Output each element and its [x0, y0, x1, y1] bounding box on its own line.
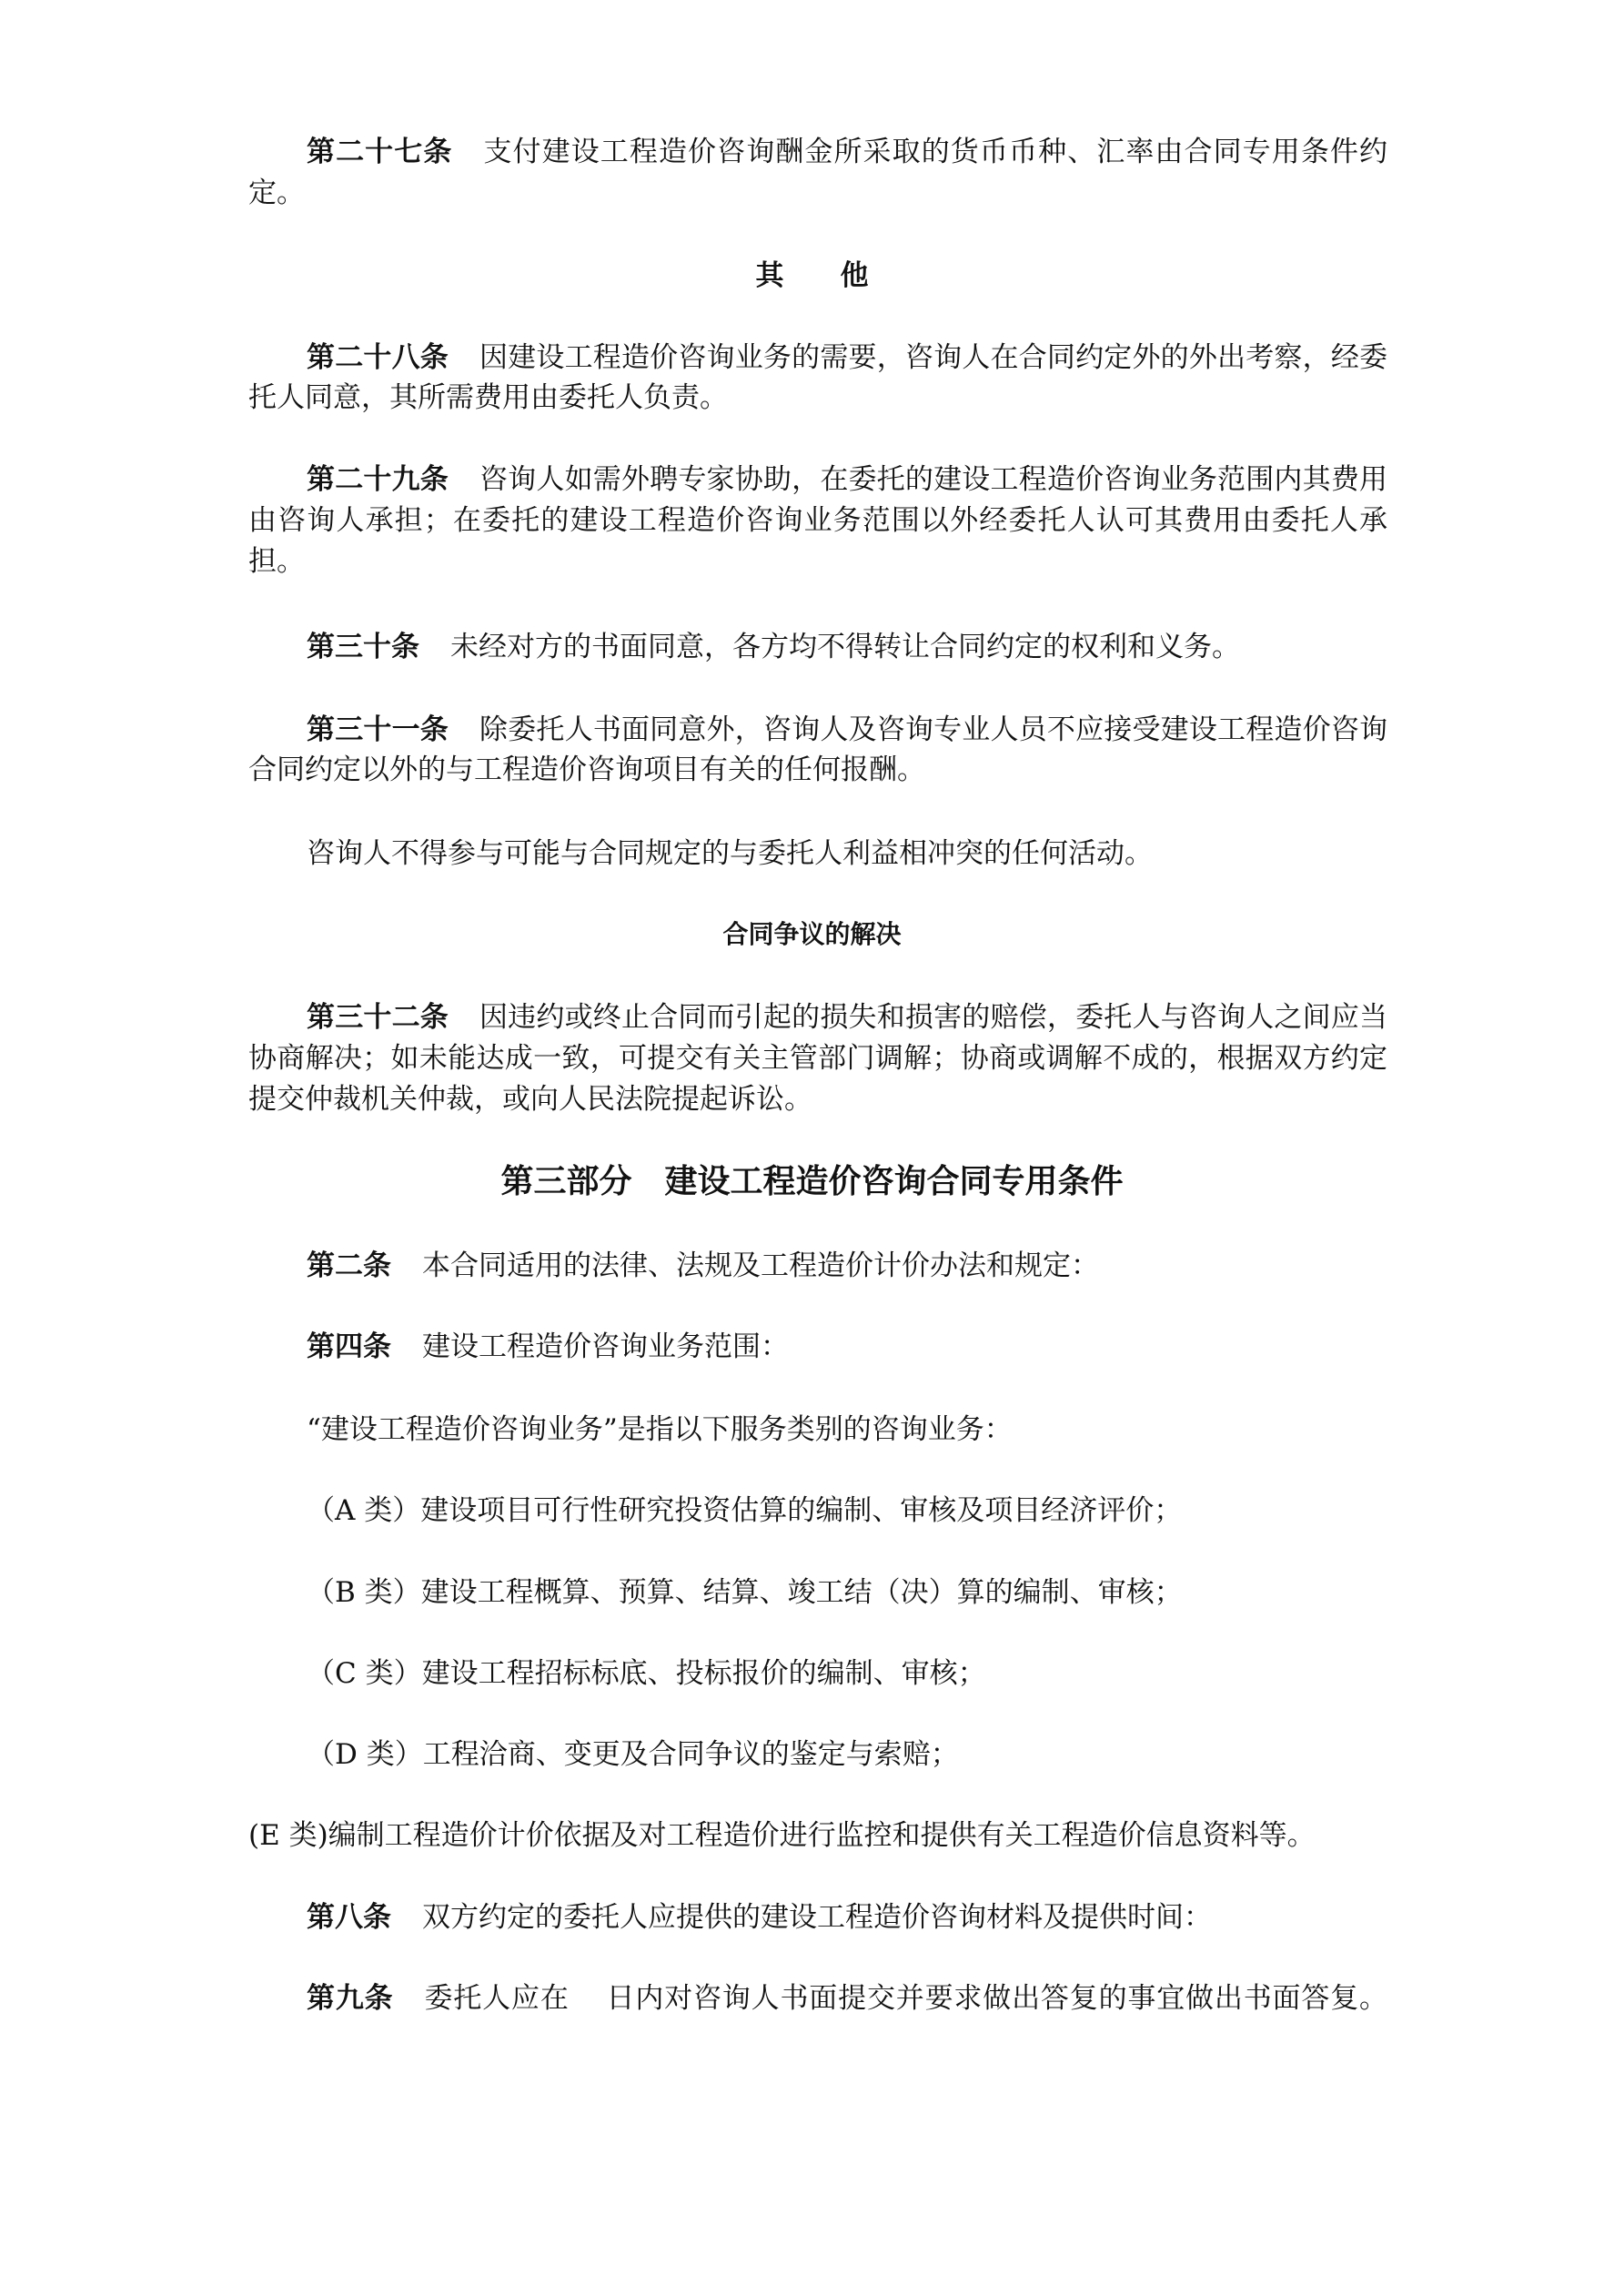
article-label: 第三十二条 — [307, 1001, 449, 1034]
paragraph-text: 协商解决；如未能达成一致，可提交有关主管部门调解；协商或调解不成的，根据双方约定 — [248, 1042, 1387, 1075]
paragraph-line — [248, 1038, 1387, 1079]
paragraph-text: 除委托人书面同意外，咨询人及咨询专业人员不应接受建设工程造价咨询 — [479, 713, 1387, 746]
paragraph-line — [307, 132, 1387, 173]
paragraph-text: “建设工程造价咨询业务”是指以下服务类别的咨询业务： — [307, 1413, 1013, 1446]
paragraph-text: 未经对方的书面同意，各方均不得转让合同约定的权利和义务。 — [450, 631, 1240, 663]
article-label: 第二十九条 — [307, 463, 449, 496]
article-label: 第三十一条 — [307, 713, 449, 746]
paragraph-line — [248, 378, 1387, 419]
paragraph-line — [307, 1246, 1387, 1287]
section-heading: 其 他 — [755, 259, 869, 292]
paragraph-line — [307, 1897, 1387, 1938]
article-label: 第九条 — [307, 1982, 394, 2015]
paragraph-line — [248, 501, 1387, 541]
paragraph-text: （D 类）工程洽商、变更及合同争议的鉴定与索赔； — [307, 1738, 959, 1771]
article-label: 第四条 — [307, 1330, 391, 1363]
paragraph-text: 咨询人不得参与可能与合同规定的与委托人利益相冲突的任何活动。 — [307, 837, 1153, 870]
paragraph-line — [248, 541, 1387, 582]
section-heading: 合同争议的解决 — [722, 919, 902, 949]
article-label: 第三十条 — [307, 631, 419, 663]
paragraph-text: 担。 — [248, 545, 305, 578]
paragraph-text: 建设工程造价咨询业务范围： — [422, 1330, 789, 1363]
paragraph-text: 因违约或终止合同而引起的损失和损害的赔偿，委托人与咨询人之间应当 — [479, 1001, 1387, 1034]
paragraph-text: 本合同适用的法律、法规及工程造价计价办法和规定： — [422, 1249, 1099, 1282]
paragraph-line — [307, 1410, 1387, 1451]
paragraph-text: (E 类)编制工程造价计价依据及对工程造价进行监控和提供有关工程造价信息资料等。 — [248, 1819, 1316, 1852]
paragraph-text: （C 类）建设工程招标标底、投标报价的编制、审核； — [307, 1657, 986, 1690]
paragraph-line — [307, 834, 1387, 875]
paragraph-line — [307, 710, 1387, 751]
paragraph-text: 委托人应在 — [424, 1982, 570, 2015]
paragraph-text: （A 类）建设项目可行性研究投资估算的编制、审核及项目经济评价； — [307, 1494, 1183, 1527]
paragraph-line — [248, 750, 1387, 791]
article-label: 第二条 — [307, 1249, 391, 1282]
paragraph-text: 托人同意，其所需费用由委托人负责。 — [248, 381, 728, 414]
paragraph-text: 由咨询人承担；在委托的建设工程造价咨询业务范围以外经委托人认可其费用由委托人承 — [248, 504, 1387, 537]
paragraph-text: 定。 — [248, 177, 305, 209]
paragraph-line — [307, 1654, 1387, 1694]
paragraph-line — [248, 173, 1387, 214]
paragraph-text: 合同约定以外的与工程造价咨询项目有关的任何报酬。 — [248, 754, 925, 786]
paragraph-line — [307, 1978, 1387, 2019]
paragraph-text: 提交仲裁机关仲裁，或向人民法院提起诉讼。 — [248, 1083, 812, 1116]
paragraph-text: 支付建设工程造价咨询酬金所采取的货币币种、汇率由合同专用条件约 — [483, 136, 1387, 168]
paragraph-line — [307, 1491, 1387, 1532]
paragraph-line — [307, 1573, 1387, 1613]
paragraph-line — [307, 997, 1387, 1038]
paragraph-text: 咨询人如需外聘专家协助，在委托的建设工程造价咨询业务范围内其费用 — [479, 463, 1387, 496]
article-label: 第二十八条 — [307, 341, 449, 374]
paragraph-text: 因建设工程造价咨询业务的需要，咨询人在合同约定外的外出考察，经委 — [479, 341, 1387, 374]
paragraph-line — [307, 338, 1387, 379]
paragraph-text: 日内对咨询人书面提交并要求做出答复的事宜做出书面答复。 — [605, 1982, 1387, 2015]
paragraph-line — [307, 627, 1387, 668]
paragraph-line — [248, 1079, 1387, 1120]
paragraph-text: （B 类）建设工程概算、预算、结算、竣工结（决）算的编制、审核； — [307, 1576, 1183, 1609]
paragraph-line — [307, 1327, 1387, 1368]
article-label: 第八条 — [307, 1901, 391, 1934]
section-heading: 第三部分 建设工程造价咨询合同专用条件 — [500, 1162, 1124, 1200]
paragraph-line — [307, 460, 1387, 501]
article-label: 第二十七条 — [307, 136, 453, 168]
paragraph-line — [307, 1735, 1387, 1775]
paragraph-text: 双方约定的委托人应提供的建设工程造价咨询材料及提供时间： — [422, 1901, 1212, 1934]
paragraph-line — [248, 1816, 1387, 1856]
